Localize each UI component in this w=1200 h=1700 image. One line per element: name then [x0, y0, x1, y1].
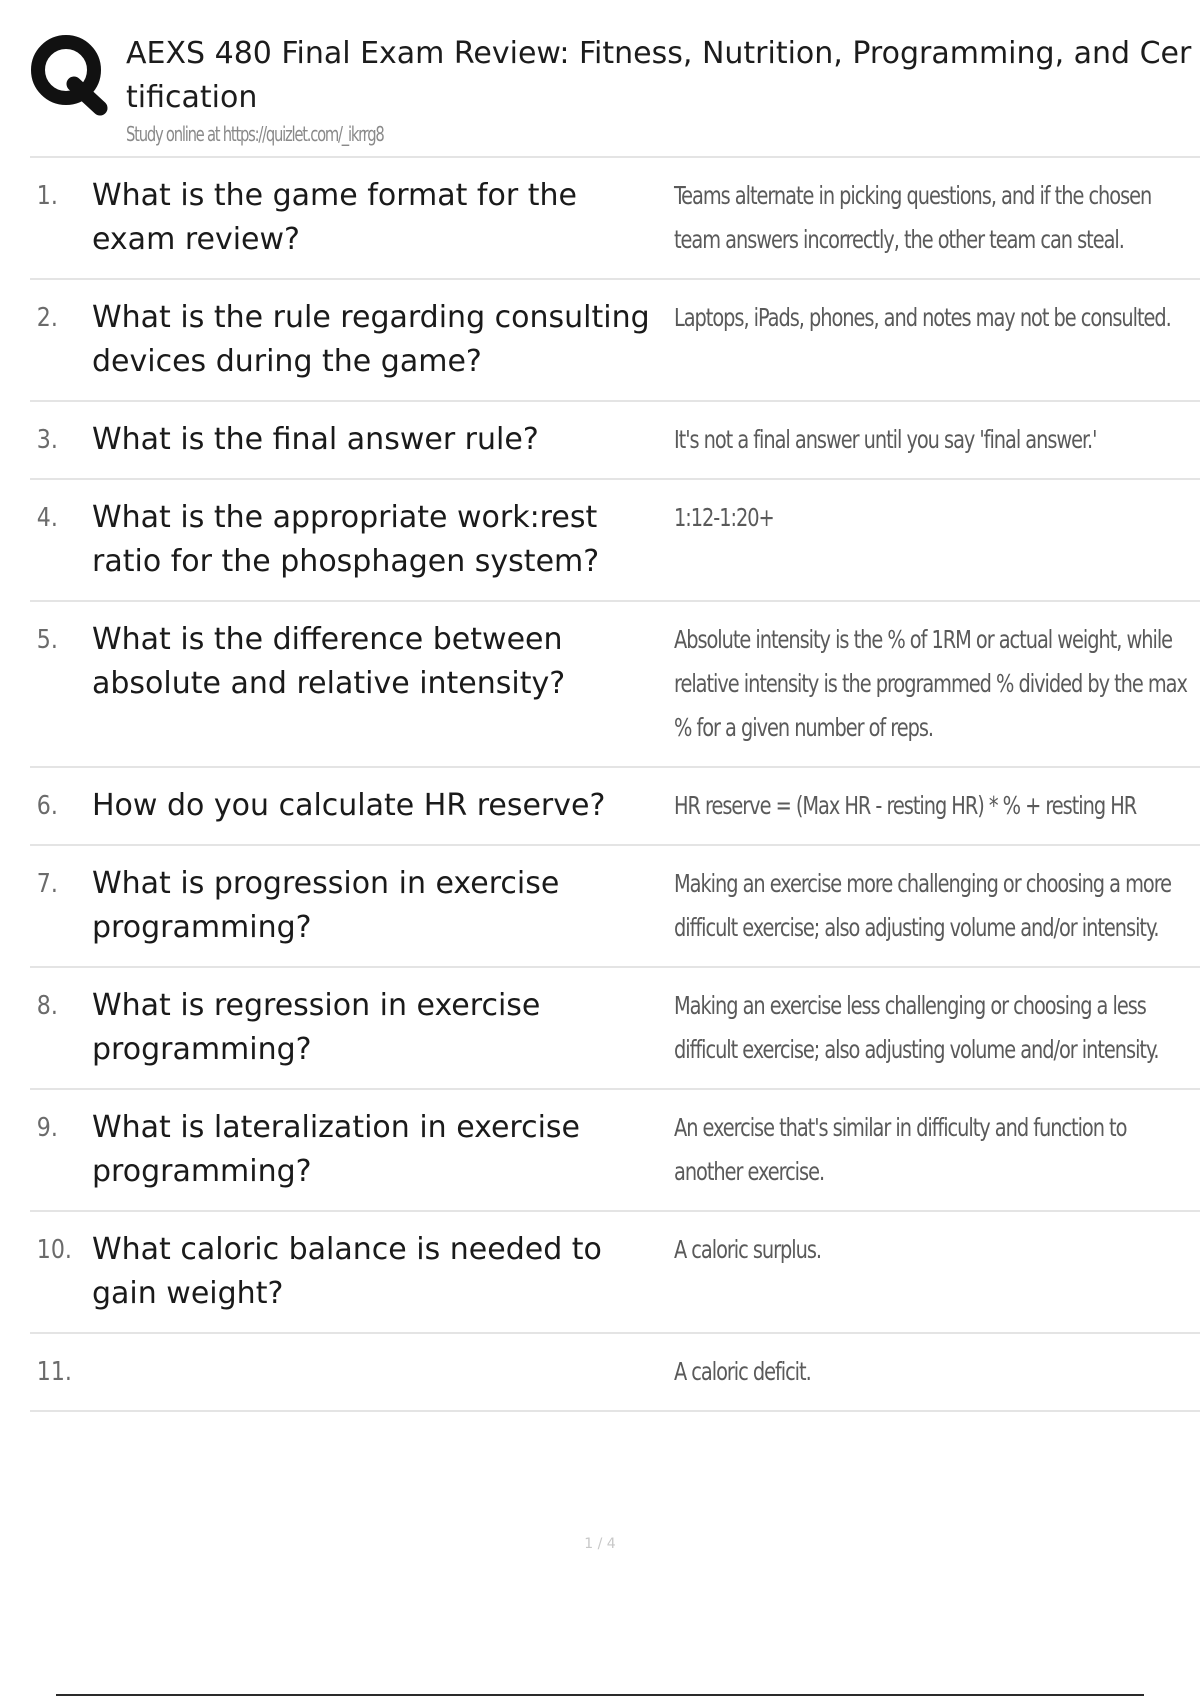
card-definition-text: Absolute intensity is the % of 1RM or actual weight, while relative intensity is the programmed % divided by the max % for a given number of reps.	[674, 625, 1187, 742]
flashcard-row	[30, 602, 1200, 768]
flashcard-row	[30, 846, 1200, 968]
flashcard-list	[30, 156, 1200, 1412]
card-definition	[674, 496, 1200, 584]
card-term: What is the appropriate work:rest ratio for the phosphagen system?	[92, 500, 600, 579]
card-definition	[674, 784, 1200, 828]
card-definition	[674, 862, 1200, 950]
card-definition	[674, 1106, 1200, 1194]
card-definition	[674, 1228, 1200, 1316]
document-title: AEXS 480 Final Exam Review: Fitness, Nutrition, Programming, and Certification	[126, 36, 1192, 115]
card-definition-text: A caloric deficit.	[674, 1357, 811, 1386]
card-number: 2.	[36, 303, 58, 333]
card-definition-text: HR reserve = (Max HR - resting HR) * % + resting HR	[674, 791, 1137, 820]
card-term: What is the difference between absolute and relative intensity?	[92, 622, 566, 701]
card-term: What is the game format for the exam review?	[92, 178, 577, 257]
card-term: What is the rule regarding consulting devices during the game?	[92, 300, 650, 379]
card-definition-text: Making an exercise less challenging or choosing a less difficult exercise; also adjusting volume and/or intensity.	[674, 991, 1159, 1064]
card-term: What is regression in exercise programming?	[92, 988, 541, 1067]
card-definition-text: Laptops, iPads, phones, and notes may not be consulted.	[674, 303, 1171, 332]
card-term: What is progression in exercise programming?	[92, 866, 560, 945]
card-number: 10.	[36, 1235, 72, 1265]
card-number: 4.	[36, 503, 58, 533]
flashcard-row	[30, 480, 1200, 602]
card-definition	[674, 618, 1200, 750]
card-definition-text: An exercise that's similar in difficulty and function to another exercise.	[674, 1113, 1127, 1186]
bottom-divider	[56, 1694, 1144, 1696]
flashcard-row	[30, 968, 1200, 1090]
card-definition-text: 1:12-1:20+	[674, 503, 774, 532]
card-number: 7.	[36, 869, 58, 899]
card-definition	[674, 174, 1200, 262]
card-term	[92, 1350, 674, 1394]
card-number: 11.	[36, 1357, 72, 1387]
card-definition	[674, 418, 1200, 462]
card-number: 3.	[36, 425, 58, 455]
card-definition-text: A caloric surplus.	[674, 1235, 822, 1264]
quizlet-logo-icon	[30, 34, 140, 144]
flashcard-row	[30, 402, 1200, 480]
card-definition	[674, 296, 1200, 384]
card-definition	[674, 984, 1200, 1072]
card-term: What is the final answer rule?	[92, 422, 539, 457]
flashcard-row	[30, 158, 1200, 280]
flashcard-row	[30, 1334, 1200, 1412]
card-number: 8.	[36, 991, 58, 1021]
card-definition-text: Making an exercise more challenging or choosing a more difficult exercise; also adjusting volume and/or intensity.	[674, 869, 1172, 942]
card-number: 5.	[36, 625, 58, 655]
card-number: 1.	[36, 181, 58, 211]
study-online-link[interactable]: Study online at https://quizlet.com/_ikrrg8	[126, 122, 384, 146]
card-definition	[674, 1350, 1200, 1394]
card-number: 9.	[36, 1113, 58, 1143]
card-definition-text: Teams alternate in picking questions, and if the chosen team answers incorrectly, the other team can steal.	[674, 181, 1152, 254]
card-definition-text: It's not a final answer until you say 'final answer.'	[674, 425, 1097, 454]
card-term: What caloric balance is needed to gain weight?	[92, 1232, 602, 1311]
flashcard-row	[30, 280, 1200, 402]
page-number: 1 / 4	[584, 1536, 616, 1552]
document-header	[30, 28, 1200, 156]
card-term: What is lateralization in exercise programming?	[92, 1110, 581, 1189]
flashcard-row	[30, 1212, 1200, 1334]
card-number: 6.	[36, 791, 58, 821]
flashcard-row	[30, 768, 1200, 846]
flashcard-row	[30, 1090, 1200, 1212]
card-term: How do you calculate HR reserve?	[92, 788, 606, 823]
